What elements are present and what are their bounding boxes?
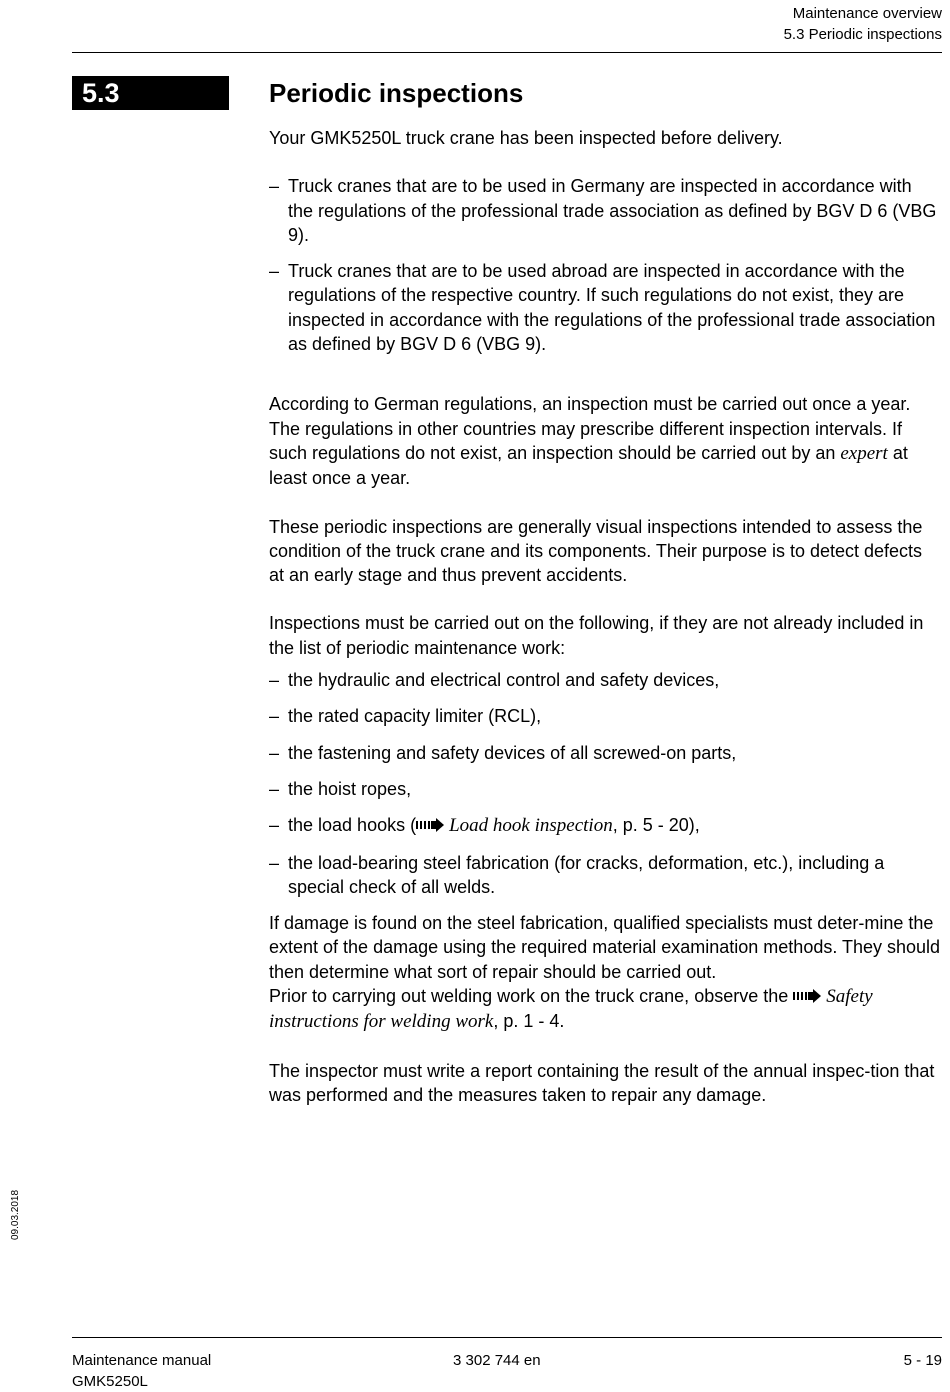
load-hooks-text-before: the load hooks ( bbox=[288, 815, 417, 836]
load-hook-inspection-link[interactable]: Load hook inspection bbox=[449, 815, 613, 837]
delivery-list bbox=[269, 174, 941, 356]
list-item: – Truck cranes that are to be used in Germany are inspected in accordance with the regulations of the professional trade association as defined by BGV D 6 (VBG 9). bbox=[269, 174, 941, 247]
expert-emphasis: expert bbox=[840, 442, 888, 464]
welding-text-after: , p. 1 - 4. bbox=[493, 1011, 565, 1032]
section-number: 5.3 bbox=[82, 78, 120, 108]
german-text-after: at least once a year. bbox=[269, 442, 908, 489]
list-item: – the rated capacity limiter (RCL), bbox=[269, 704, 941, 728]
footer-model: GMK5250L bbox=[72, 1373, 148, 1390]
running-header bbox=[784, 3, 942, 45]
intro-paragraph: Your GMK5250L truck crane has been inspected before delivery. bbox=[269, 128, 783, 148]
damage-paragraph: If damage is found on the steel fabrication, qualified specialists must deter-mine the extent of the damage using the required material examination methods. They should then determine what sort of repair should be carried out. bbox=[269, 913, 941, 982]
side-date: 09.03.2018 bbox=[10, 1189, 21, 1240]
welding-paragraph bbox=[269, 984, 941, 1035]
inspection-list bbox=[269, 668, 941, 899]
report-paragraph: The inspector must write a report containing the result of the annual inspec-tion that was performed and the measures taken to repair any damage. bbox=[269, 1060, 935, 1105]
footer-rule bbox=[72, 1337, 942, 1338]
list-item: – the hoist ropes, bbox=[269, 777, 941, 801]
header-chapter: Maintenance overview bbox=[792, 5, 942, 22]
german-regulations-paragraph bbox=[269, 392, 941, 490]
list-item bbox=[269, 813, 941, 838]
list-item: – the fastening and safety devices of all screwed-on parts, bbox=[269, 741, 941, 765]
header-rule bbox=[72, 52, 942, 53]
arrow-right-icon bbox=[793, 989, 823, 1003]
list-item: – Truck cranes that are to be used abroad are inspected in accordance with the regulations of the respective country. If such regulations do not exist, they are inspected in accordance with the regulations of the professional trade association as defined by BGV D 6 (VBG 9). bbox=[269, 259, 941, 356]
header-section: 5.3 Periodic inspections bbox=[783, 26, 942, 43]
page-body bbox=[269, 126, 941, 1107]
section-number-box bbox=[72, 76, 229, 110]
footer-left bbox=[72, 1350, 211, 1392]
footer-doc-number: 3 302 744 en bbox=[453, 1352, 541, 1369]
list-item: – the load-bearing steel fabrication (for cracks, deformation, etc.), including a special check of all welds. bbox=[269, 851, 941, 900]
welding-text-before: Prior to carrying out welding work on the truck crane, observe the bbox=[269, 986, 794, 1007]
list-item: – the hydraulic and electrical control and safety devices, bbox=[269, 668, 941, 692]
footer-page-number: 5 - 19 bbox=[903, 1352, 942, 1369]
visual-inspection-paragraph: These periodic inspections are generally visual inspections intended to assess the condition of the truck crane and its components. Their purpose is to detect defects at an early stage and thus prevent accidents. bbox=[269, 516, 923, 586]
load-hooks-text-after: , p. 5 - 20), bbox=[612, 815, 700, 836]
footer-doc-type: Maintenance manual bbox=[72, 1352, 212, 1369]
german-text-before: According to German regulations, an inspection must be carried out once a year. The regulations in other countries may prescribe different inspection intervals. If such regulations do not exist, an inspection should be carried out by an bbox=[269, 394, 911, 463]
welding-safety-link[interactable]: Safety instructions for welding work bbox=[269, 986, 873, 1033]
arrow-right-icon bbox=[416, 818, 446, 832]
page-title: Periodic inspections bbox=[269, 78, 524, 108]
inspection-list-intro: Inspections must be carried out on the following, if they are not already included in the list of periodic maintenance work: bbox=[269, 613, 924, 658]
